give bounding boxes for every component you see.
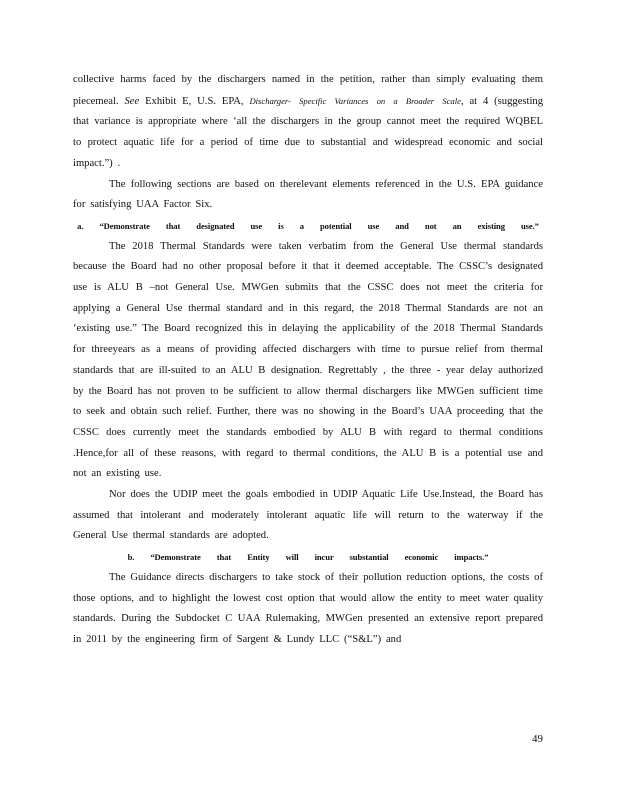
section-heading-b: b. “Demonstrate that Entity will incur substantial economic impacts.” [127,552,489,563]
citation-signal: See [124,95,140,107]
paragraph-4: Nor does the UDIP meet the goals embodied in UDIP Aquatic Life Use.Instead, the Board has assumed that intolerant and moderately intolerant aquatic life will return to the waterway if the General Use thermal standards are adopted. [73,489,543,542]
paragraph-1-text-c: , at 4 (suggesting that variance is appropriate where ‘all the dischargers in the group cannot meet the required WQBEL to protect aquatic life for a period of time due to substantial and widespread economic and social impact.”) . [73,95,544,169]
citation-title: Discharger- Specific Variances on a Broader Scale [249,95,461,106]
paragraph-5: The Guidance directs dischargers to take stock of their pollution reduction options, the costs of those options, and to highlight the lowest cost option that would allow the entity to meet water quality standards. During the Subdocket C UAA Rulemaking, MWGen presented an extensive report prepared in 2011 by the engineering firm of Sargent & Lundy LLC (“S&L”) and [73,571,543,645]
paragraph-1-text-b: Exhibit E, U.S. EPA, [145,95,244,107]
paragraph-1 [73,70,543,175]
paragraph-2: The following sections are based on therelevant elements referenced in the U.S. EPA guidance for satisfying UAA Factor Six. [73,178,543,211]
page-number: 49 [532,733,543,745]
paragraph-1-text-a: collective harms faced by the dischargers named in the petition, rather than simply evaluating them piecemeal. [73,74,543,107]
body-text [73,70,543,651]
paragraph-3: The 2018 Thermal Standards were taken verbatim from the General Use thermal standards because the Board had no other proposal before it that it deemed acceptable. The CSSC’s designated use is ALU B –not General Use. MWGen submits that the CSSC does not meet the criteria for applying a General Use thermal standard and in this regard, the 2018 Thermal Standards are not an ‘existing use.” The Board recognized this in delaying the applicability of the 2018 Thermal Standards for threeyears as a means of providing affected dischargers with time to pursue relief from thermal standards that are ill-suited to an ALU B designation. Regrettably , the three - year delay authorized by the Board has not proven to be sufficient to allow thermal dischargers like MWGen sufficient time to seek and obtain such relief. Further, there was no showing in the Board’s UAA proceeding that the CSSC does currently meet the standards embodied by ALU B with regard to thermal conditions .Hence,for all of these reasons, with regard to thermal conditions, the ALU B is a potential use and not an existing use. [73,240,543,480]
section-heading-a: a. “Demonstrate that designated use is a potential use and not an existing use.” [77,220,539,231]
